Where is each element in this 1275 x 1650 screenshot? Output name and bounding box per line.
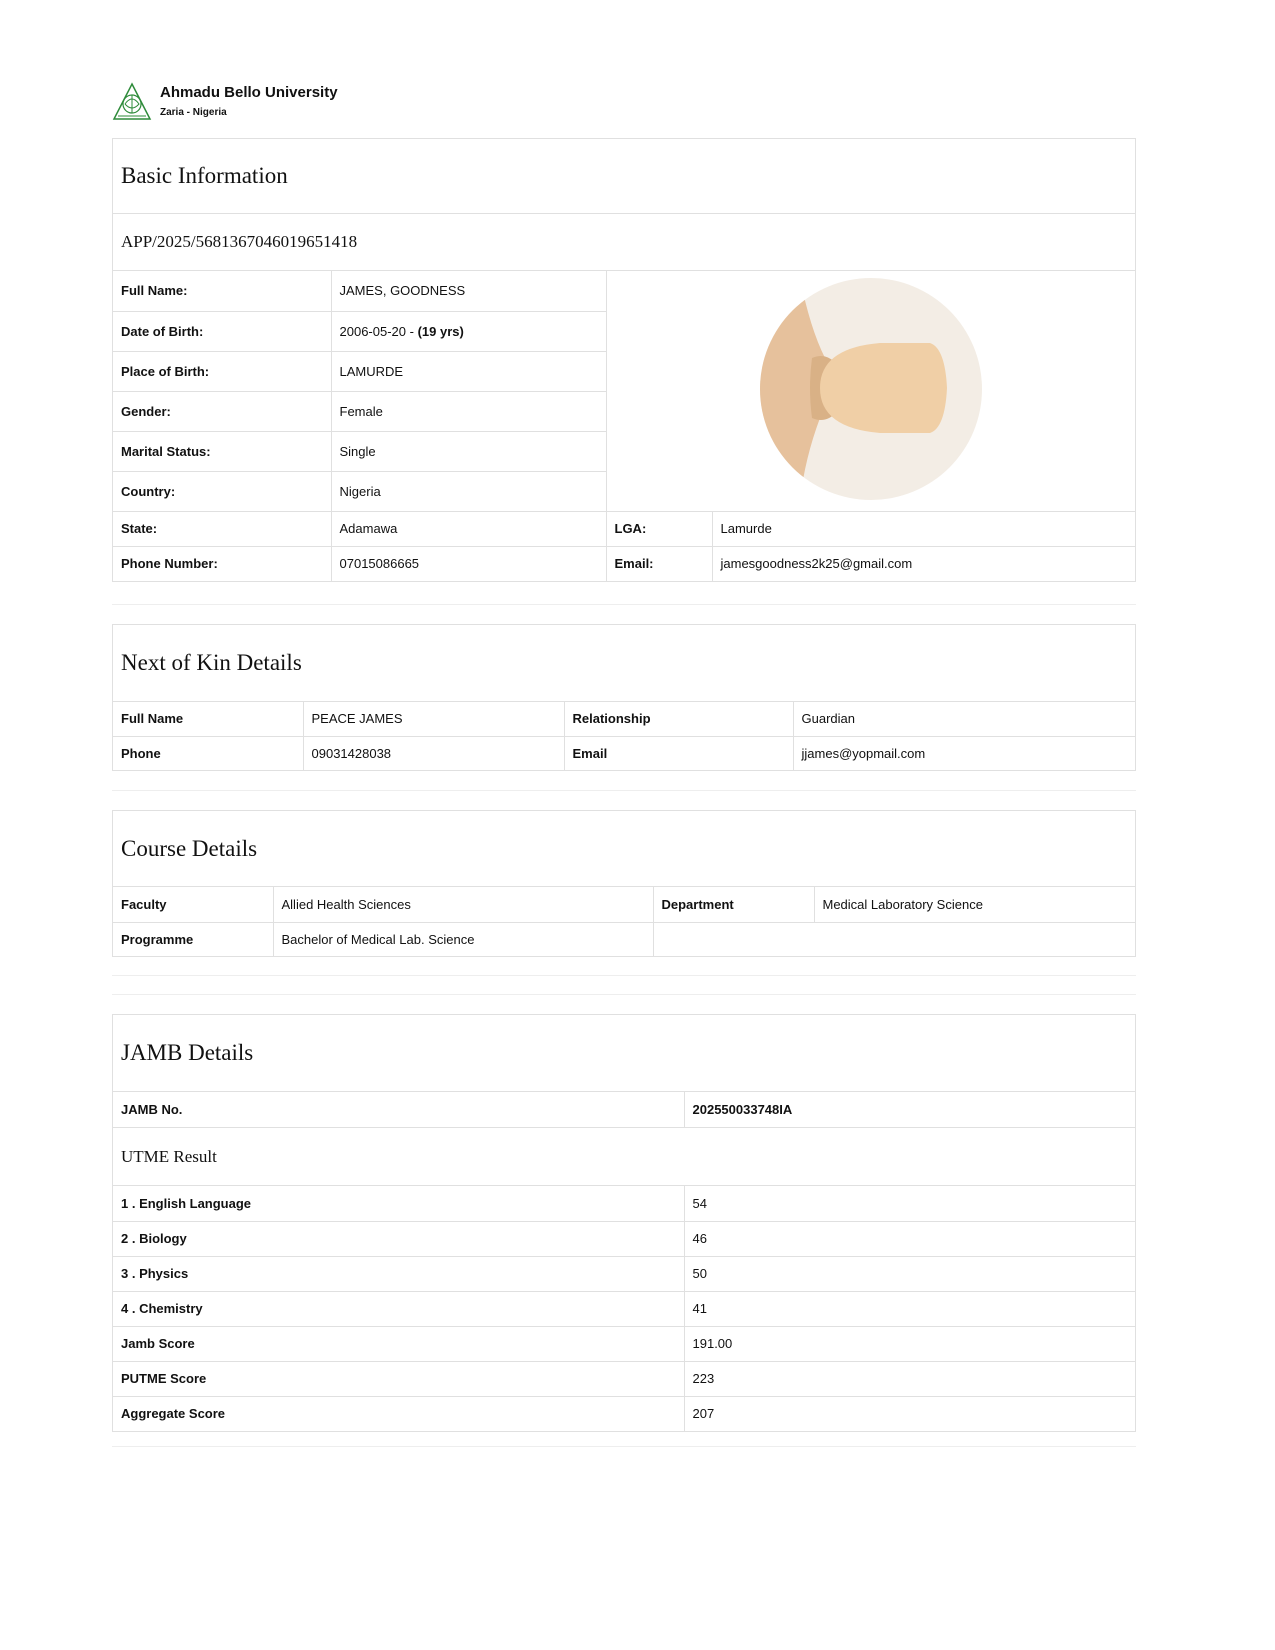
faculty-label: Faculty bbox=[113, 887, 273, 922]
dob-age: (19 yrs) bbox=[417, 323, 464, 339]
jamb-details-card bbox=[112, 1014, 1136, 1432]
department-value: Medical Laboratory Science bbox=[814, 887, 1135, 922]
basic-information-table bbox=[113, 271, 1135, 581]
place-of-birth-value: LAMURDE bbox=[331, 351, 606, 391]
lga-label: LGA: bbox=[606, 511, 712, 546]
utme-result-table bbox=[113, 1186, 1135, 1431]
empty-cell bbox=[653, 922, 1135, 956]
gender-value: Female bbox=[331, 391, 606, 431]
gender-label: Gender: bbox=[113, 391, 331, 431]
avatar-placeholder-icon bbox=[760, 278, 982, 500]
result-label: 2 . Biology bbox=[113, 1221, 684, 1256]
university-location: Zaria - Nigeria bbox=[160, 107, 227, 118]
kin-name-value: PEACE JAMES bbox=[303, 702, 564, 736]
jamb-score-value: 191.00 bbox=[684, 1326, 1135, 1361]
result-value: 54 bbox=[684, 1186, 1135, 1221]
email-value: jamesgoodness2k25@gmail.com bbox=[712, 546, 1135, 581]
result-label: 1 . English Language bbox=[113, 1186, 684, 1221]
phone-number-label: Phone Number: bbox=[113, 546, 331, 581]
passport-photo-cell bbox=[606, 271, 1135, 511]
programme-value: Bachelor of Medical Lab. Science bbox=[273, 922, 653, 956]
jamb-score-label: Jamb Score bbox=[113, 1326, 684, 1361]
dob-value bbox=[331, 311, 606, 351]
section-divider bbox=[112, 994, 1136, 995]
email-label: Email: bbox=[606, 546, 712, 581]
putme-score-value: 223 bbox=[684, 1361, 1135, 1396]
result-value: 50 bbox=[684, 1256, 1135, 1291]
section-divider bbox=[112, 1446, 1136, 1447]
full-name-label: Full Name: bbox=[113, 271, 331, 311]
aggregate-score-value: 207 bbox=[684, 1396, 1135, 1431]
course-details-table bbox=[113, 887, 1135, 956]
jamb-number-label: JAMB No. bbox=[113, 1092, 684, 1127]
country-label: Country: bbox=[113, 471, 331, 511]
kin-phone-value: 09031428038 bbox=[303, 736, 564, 770]
course-details-title: Course Details bbox=[113, 811, 1135, 887]
kin-phone-label: Phone bbox=[113, 736, 303, 770]
application-number: APP/2025/5681367046019651418 bbox=[113, 214, 1135, 271]
marital-status-label: Marital Status: bbox=[113, 431, 331, 471]
dob-label: Date of Birth: bbox=[113, 311, 331, 351]
faculty-value: Allied Health Sciences bbox=[273, 887, 653, 922]
university-logo-icon bbox=[112, 82, 152, 122]
kin-relationship-value: Guardian bbox=[793, 702, 1135, 736]
result-label: 4 . Chemistry bbox=[113, 1291, 684, 1326]
section-divider bbox=[112, 790, 1136, 791]
next-of-kin-card bbox=[112, 624, 1136, 771]
document-header bbox=[112, 82, 338, 122]
next-of-kin-title: Next of Kin Details bbox=[113, 625, 1135, 702]
putme-score-label: PUTME Score bbox=[113, 1361, 684, 1396]
section-divider bbox=[112, 604, 1136, 605]
result-value: 41 bbox=[684, 1291, 1135, 1326]
kin-email-label: Email bbox=[564, 736, 793, 770]
place-of-birth-label: Place of Birth: bbox=[113, 351, 331, 391]
kin-name-label: Full Name bbox=[113, 702, 303, 736]
full-name-value: JAMES, GOODNESS bbox=[331, 271, 606, 311]
programme-label: Programme bbox=[113, 922, 273, 956]
phone-number-value: 07015086665 bbox=[331, 546, 606, 581]
result-label: 3 . Physics bbox=[113, 1256, 684, 1291]
university-name: Ahmadu Bello University bbox=[160, 84, 338, 101]
kin-relationship-label: Relationship bbox=[564, 702, 793, 736]
basic-information-card bbox=[112, 138, 1136, 582]
state-value: Adamawa bbox=[331, 511, 606, 546]
jamb-number-value: 202550033748IA bbox=[684, 1092, 1135, 1127]
marital-status-value: Single bbox=[331, 431, 606, 471]
utme-result-title: UTME Result bbox=[113, 1127, 1135, 1186]
lga-value: Lamurde bbox=[712, 511, 1135, 546]
jamb-details-title: JAMB Details bbox=[113, 1015, 1135, 1092]
state-label: State: bbox=[113, 511, 331, 546]
dob-date: 2006-05-20 - bbox=[339, 323, 414, 339]
section-divider bbox=[112, 975, 1136, 976]
result-value: 46 bbox=[684, 1221, 1135, 1256]
course-details-card bbox=[112, 810, 1136, 957]
department-label: Department bbox=[653, 887, 814, 922]
jamb-number-table bbox=[113, 1092, 1135, 1127]
aggregate-score-label: Aggregate Score bbox=[113, 1396, 684, 1431]
basic-information-title: Basic Information bbox=[113, 139, 1135, 214]
kin-email-value: jjames@yopmail.com bbox=[793, 736, 1135, 770]
country-value: Nigeria bbox=[331, 471, 606, 511]
next-of-kin-table bbox=[113, 702, 1135, 770]
